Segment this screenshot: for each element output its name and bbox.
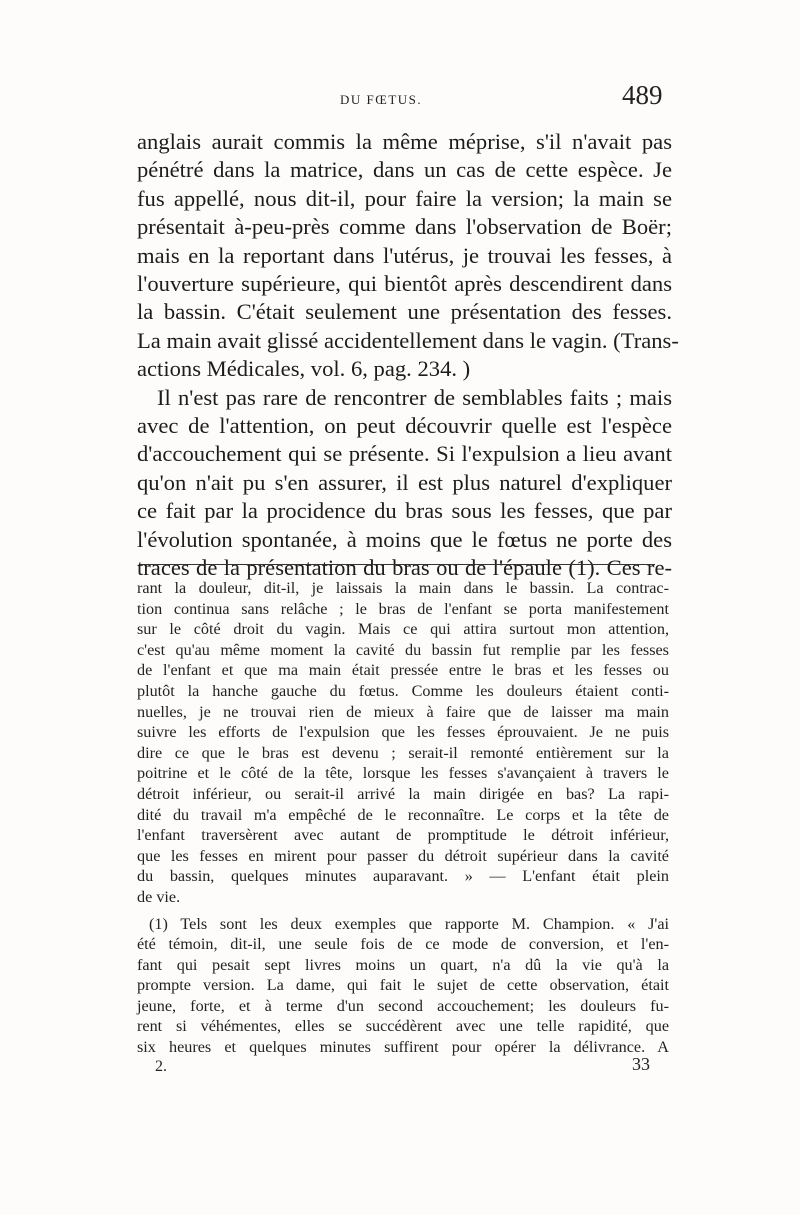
footnote-line: nuelles, je ne trouvai rien de mieux à faire que de laisser ma main: [137, 702, 669, 721]
footnote-line: c'est qu'au même moment la cavité du bassin fut remplie par les fesses: [137, 640, 669, 659]
footnote-line: été témoin, dit-il, une seule fois de ce mode de conversion, et l'en-: [137, 935, 669, 954]
signature-mark-right: 33: [632, 1054, 650, 1074]
footnote-line: plutôt la hanche gauche du fœtus. Comme les douleurs étaient conti-: [137, 681, 669, 700]
footnote-line: tion continua sans relâche ; le bras de l'enfant se porta manifestement: [137, 599, 669, 618]
footnote-line: jeune, forte, et à terme d'un second accouchement; les douleurs fu-: [137, 996, 669, 1015]
main-text: [137, 128, 679, 583]
text-line: ce fait par la procidence du bras sous les fesses, que par: [137, 498, 672, 524]
footnote-line: fant qui pesait sept livres moins un quart, n'a dû la vie qu'à la: [137, 955, 669, 974]
text-line: pénétré dans la matrice, dans un cas de cette espèce. Je: [137, 157, 672, 183]
text-line: qu'on n'ait pu s'en assurer, il est plus naturel d'expliquer: [137, 469, 672, 495]
footnote-line: du bassin, quelques minutes auparavant. » — L'enfant était plein: [137, 867, 669, 886]
footnote-line: dire ce que le bras est devenu ; serait-il remonté entièrement sur la: [137, 743, 669, 762]
footnote-line: de vie.: [137, 887, 181, 906]
footnote-line: poitrine et le côté de la tête, lorsque les fesses s'avançaient à travers le: [137, 764, 669, 783]
footnote-line: suivre les efforts de l'expulsion que les fesses éprouvaient. Je ne puis: [137, 723, 669, 742]
running-title: DU FŒTUS.: [340, 92, 423, 107]
footnote-line: sur le côté droit du vagin. Mais ce qui attira surtout mon attention,: [137, 620, 669, 639]
text-line: traces de la présentation du bras ou de l'épaule (1). Ces re-: [137, 555, 672, 581]
footnote-line: de l'enfant et que ma main était pressée entre le bras et les fesses ou: [137, 661, 669, 680]
footnote-line: rent si véhémentes, elles se succédèrent avec une telle rapidité, que: [137, 1017, 669, 1036]
text-line: présentait à-peu-près comme dans l'observation de Boër;: [137, 214, 672, 240]
text-line: mais en la reportant dans l'utérus, je trouvai les fesses, à: [137, 242, 672, 268]
text-line: fus appellé, nous dit-il, pour faire la version; la main se: [137, 185, 672, 211]
text-line: Il n'est pas rare de rencontrer de semblables faits ; mais: [157, 384, 672, 410]
text-line: d'accouchement qui se présente. Si l'expulsion a lieu avant: [137, 441, 672, 467]
footnote-line: six heures et quelques minutes suffirent pour opérer la délivrance. A: [137, 1038, 669, 1057]
footnotes: [137, 578, 669, 1058]
footnote-line: l'enfant traversèrent avec autant de promptitude le détroit inférieur,: [137, 826, 669, 845]
footnote-divider: [140, 564, 655, 565]
page-number: 489: [622, 80, 663, 110]
signature-mark-left: 2.: [155, 1058, 167, 1075]
text-line: La main avait glissé accidentellement dans le vagin. (Trans-: [137, 327, 679, 353]
text-line: anglais aurait commis la même méprise, s'il n'avait pas: [137, 129, 672, 154]
footnote-line: dité du travail m'a empêché de le reconnaître. Le corps et la tête de: [137, 805, 669, 824]
footnote-line: rant la douleur, dit-il, je laissais la main dans le bassin. La contrac-: [137, 579, 669, 597]
text-line: avec de l'attention, on peut découvrir quelle est l'espèce: [137, 413, 672, 439]
text-line: l'ouverture supérieure, qui bientôt après descendirent dans: [137, 271, 672, 297]
footnote-line: détroit inférieur, ou serait-il arrivé la main dirigée en bas? La rapi-: [137, 784, 669, 803]
footnote-line: que les fesses en mirent pour passer du détroit supérieur dans la cavité: [137, 846, 669, 865]
text-line: actions Médicales, vol. 6, pag. 234. ): [137, 356, 471, 382]
footnote-line: (1) Tels sont les deux exemples que rapporte M. Champion. « J'ai: [149, 914, 669, 933]
text-line: la bassin. C'était seulement une présentation des fesses.: [137, 299, 672, 325]
footnote-line: prompte version. La dame, qui fait le sujet de cette observation, était: [137, 976, 669, 995]
text-line: l'évolution spontanée, à moins que le fœtus ne porte des: [137, 526, 672, 552]
